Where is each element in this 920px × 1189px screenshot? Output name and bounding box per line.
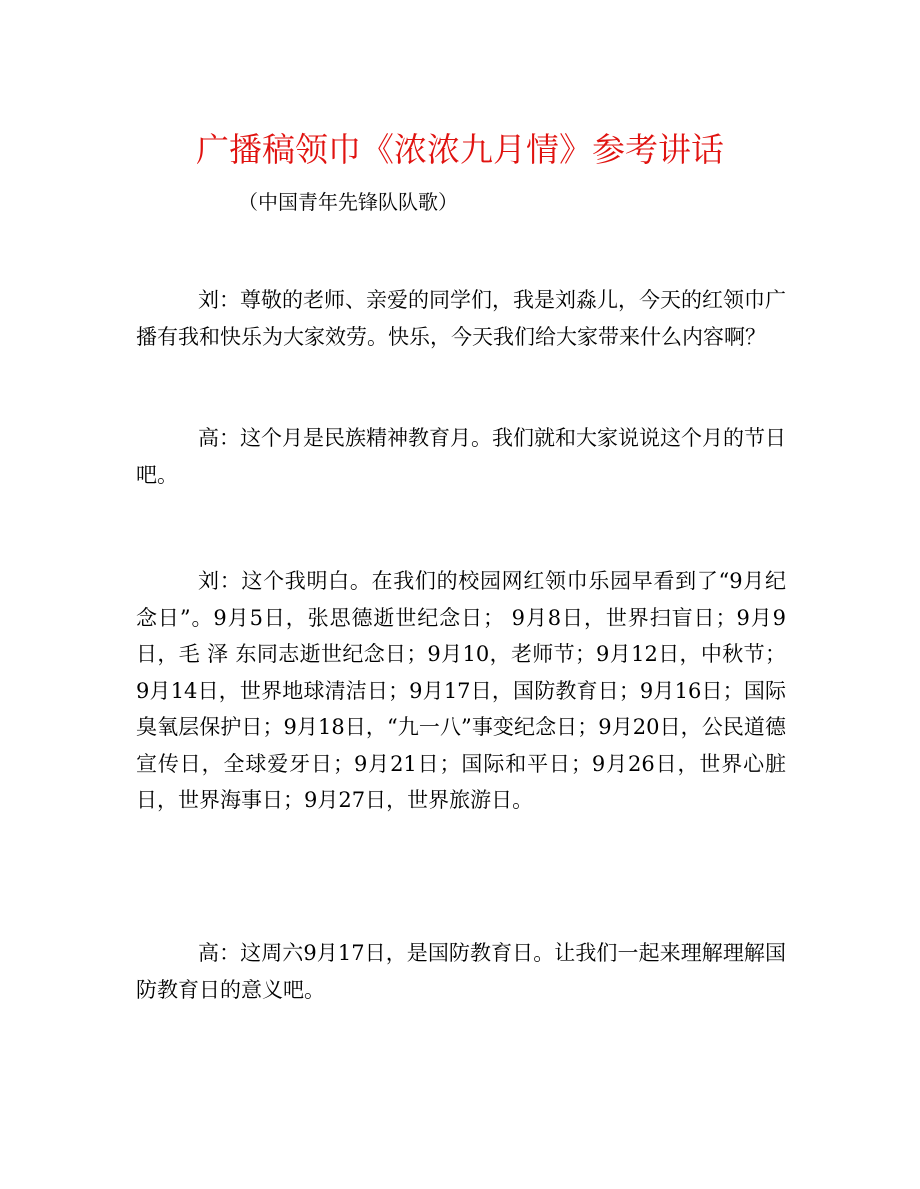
document-subtitle: （中国青年先锋队队歌） xyxy=(238,190,458,214)
paragraph-4: 高：这周六9月17日，是国防教育日。让我们一起来理解理解国防教育日的意义吧。 xyxy=(136,941,786,1002)
paragraph-3: 刘：这个我明白。在我们的校园网红领巾乐园早看到了“9月纪念日”。9月5日，张思德逝世纪念日； 9月8日，世界扫盲日；9月9日，毛 泽 东同志逝世纪念日；9月10，老师节；9月12日，中秋节；9月14日，世界地球清洁日；9月17日，国防教育日；9月16日；国际臭氧层保护日；9月18日，“九一八”事变纪念日；9月20日，公民道德宣传日，全球爱牙日；9月21日；国际和平日；9月26日，世界心脏日，世界海事日；9月27日，世界旅游日。 xyxy=(136,569,786,812)
paragraph-1: 刘：尊敬的老师、亲爱的同学们，我是刘淼儿，今天的红领巾广播有我和快乐为大家效劳。快乐，今天我们给大家带来什么内容啊？ xyxy=(136,288,786,349)
document-title: 广播稿领巾《浓浓九月情》参考讲话 xyxy=(196,130,724,169)
paragraph-2: 高：这个月是民族精神教育月。我们就和大家说说这个月的节日吧。 xyxy=(136,426,786,487)
